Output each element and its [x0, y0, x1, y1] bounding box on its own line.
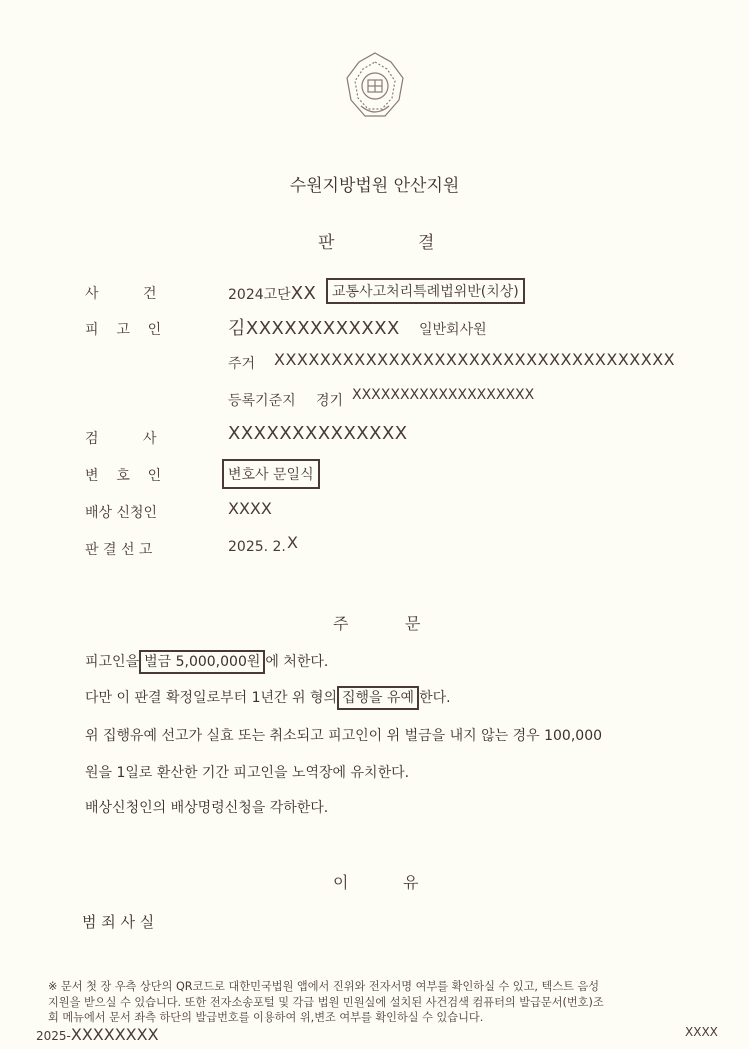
- prosecutor-label: 검 사: [85, 431, 157, 447]
- prosecutor-value: XXXXXXXXXXXXXX: [228, 423, 408, 444]
- defendant-job: 일반회사원: [419, 322, 487, 338]
- registry-value: XXXXXXXXXXXXXXXXXXX: [352, 387, 535, 403]
- verdict-date-value: 2025. 2.: [228, 539, 286, 555]
- order-line-1: 피고인을 벌금 5,000,000원 에 처한다.: [85, 651, 328, 671]
- doc-title-right: 결: [418, 233, 435, 253]
- page-mark: XXXX: [685, 1025, 718, 1039]
- issue-number-redacted: XXXXXXXX: [70, 1025, 159, 1044]
- doc-title-left: 판: [318, 233, 335, 253]
- verdict-date-label: 판 결 선 고: [85, 542, 153, 558]
- case-number-redacted: XX: [290, 283, 317, 304]
- defendant-label: 피 고 인: [85, 322, 162, 338]
- defense-value: 변호사 문일식: [222, 459, 320, 489]
- address-value: XXXXXXXXXXXXXXXXXXXXXXXXXXXXXXXXXXX: [274, 350, 676, 369]
- claimant-label: 배상 신청인: [85, 505, 158, 521]
- order-line-2: 다만 이 판결 확정일로부터 1년간 위 형의 집행을 유예 한다.: [85, 687, 451, 707]
- crime-facts-heading: 범 죄 사 실: [82, 913, 155, 931]
- fine-amount: 벌금 5,000,000원: [139, 650, 265, 674]
- footer-note-line-2: 지원을 받으실 수 있습니다. 또한 전자소송포털 및 각급 법원 민원실에 설치된 사건검색 컴퓨터의 발급문서(번호)조: [48, 996, 604, 1009]
- case-number: 2024고단XX: [228, 283, 317, 304]
- registry-label: 등록기준지: [228, 393, 296, 409]
- court-name: 수원지방법원 안산지원: [289, 176, 460, 196]
- order-heading-left: 주: [333, 614, 349, 633]
- footer-note-line-3: 회 메뉴에서 문서 좌측 하단의 발급번호를 이용하여 위,변조 여부를 확인하실 수 있습니다.: [48, 1011, 484, 1024]
- issue-number: 2025-XXXXXXXX: [36, 1025, 159, 1044]
- footer-note-line-1: ※ 문서 첫 장 우측 상단의 QR코드로 대한민국법원 앱에서 진위와 전자서명 여부를 확인하실 수 있고, 텍스트 음성: [48, 980, 600, 993]
- registry-region: 경기: [316, 393, 344, 409]
- order-line-5: 배상신청인의 배상명령신청을 각하한다.: [85, 800, 329, 816]
- case-label: 사 건: [85, 286, 157, 302]
- claimant-value: XXXX: [228, 499, 272, 518]
- defense-label: 변 호 인: [85, 468, 162, 484]
- defendant-name: 김XXXXXXXXXXXX: [228, 318, 400, 339]
- verdict-date-redacted: X: [287, 533, 298, 552]
- court-emblem-icon: [341, 50, 409, 122]
- suspension: 집행을 유예: [337, 686, 419, 710]
- order-line-3: 위 집행유예 선고가 실효 또는 취소되고 피고인이 위 벌금을 내지 않는 경우 100,000: [85, 728, 603, 744]
- reason-heading-right: 유: [403, 873, 419, 892]
- order-heading-right: 문: [405, 614, 421, 633]
- order-line-4: 원을 1일로 환산한 기간 피고인을 노역장에 유치한다.: [85, 765, 410, 781]
- reason-heading-left: 이: [333, 873, 349, 892]
- address-label: 주거: [228, 356, 256, 372]
- case-name: 교통사고처리특례법위반(치상): [326, 278, 525, 304]
